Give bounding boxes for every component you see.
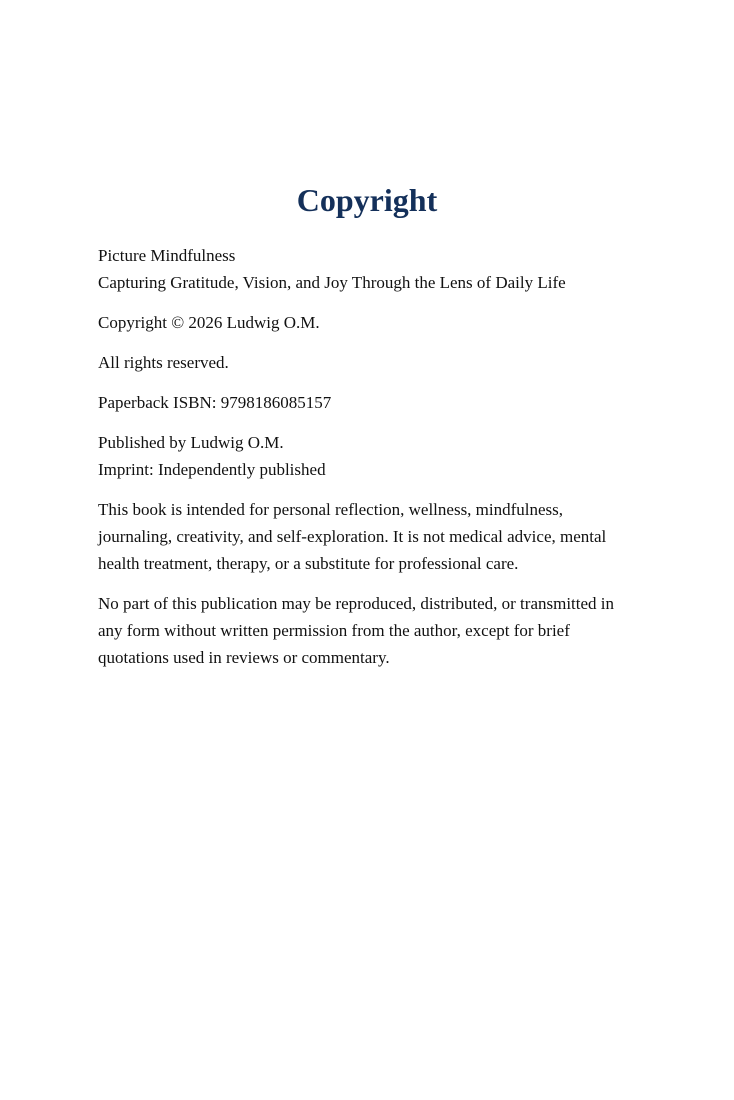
copyright-notice: [98, 309, 636, 336]
copyright-line: Copyright © 2026 Ludwig O.M.: [98, 313, 320, 332]
publisher-block: [98, 429, 636, 483]
page-title: Copyright: [296, 182, 438, 218]
book-title: Picture Mindfulness: [98, 246, 236, 265]
disclaimer-paragraph: This book is intended for personal reflection, wellness, mindfulness, journaling, creativity, and self-exploration. It is not medical advice, mental health treatment, therapy, or a substitute for professional care.: [98, 500, 607, 573]
isbn-notice: [98, 389, 636, 416]
publisher-line: Published by Ludwig O.M.: [98, 433, 284, 452]
permissions-paragraph: No part of this publication may be reproduced, distributed, or transmitted in any form without written permission from the author, except for brief quotations used in reviews or commentary.: [98, 594, 615, 667]
rights-line: All rights reserved.: [98, 353, 229, 372]
isbn-line: Paperback ISBN: 9798186085157: [98, 393, 332, 412]
imprint-line: Imprint: Independently published: [98, 460, 326, 479]
rights-notice: [98, 349, 636, 376]
book-title-block: [98, 242, 636, 296]
book-subtitle: Capturing Gratitude, Vision, and Joy Through the Lens of Daily Life: [98, 273, 566, 292]
